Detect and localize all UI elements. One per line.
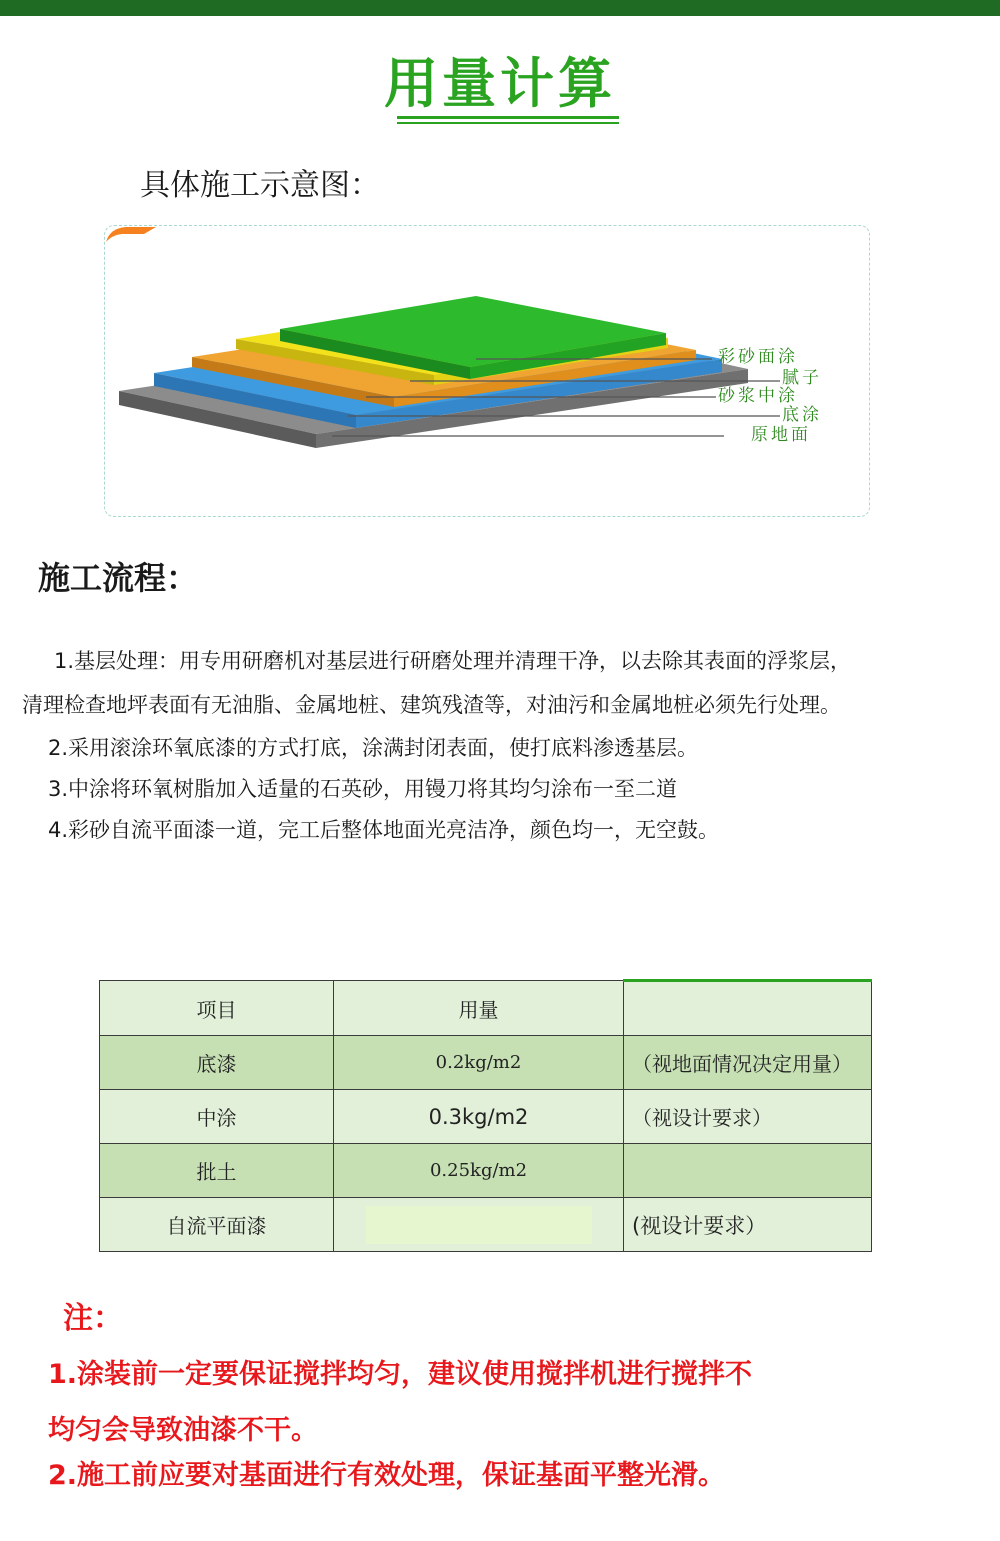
process-step-4: 4.彩砂自流平面漆一道，完工后整体地面光亮洁净，颜色均一，无空鼓。 — [48, 818, 720, 842]
usage-table — [99, 979, 872, 1252]
diagram-heading: 具体施工示意图： — [140, 168, 380, 203]
row-amount-cell — [334, 1198, 624, 1252]
row-amount: 0.2kg/m2 — [334, 1036, 624, 1090]
top-bar — [0, 0, 1000, 16]
row-remark: （视设计要求） — [624, 1090, 872, 1144]
row-item: 批土 — [100, 1144, 334, 1198]
note-line-2: 2.施工前应要对基面进行有效处理，保证基面平整光滑。 — [48, 1460, 726, 1491]
table-row — [100, 1036, 872, 1090]
table-row — [100, 1090, 872, 1144]
process-step-3: 3.中涂将环氧树脂加入适量的石英砂，用镘刀将其均匀涂布一至二道 — [48, 777, 678, 801]
process-step-2: 2.采用滚涂环氧底漆的方式打底，涂满封闭表面，使打底料渗透基层。 — [48, 736, 699, 760]
row-item: 自流平面漆 — [100, 1198, 334, 1252]
table-row — [100, 1198, 872, 1252]
note-line-1-continued: 均匀会导致油漆不干。 — [48, 1415, 318, 1446]
title-underline-thin — [397, 122, 619, 124]
header-amount: 用量 — [334, 981, 624, 1036]
row-amount: 0.25kg/m2 — [334, 1144, 624, 1198]
row-amount: 0.3kg/m2 — [334, 1090, 624, 1144]
process-step-1: 1.基层处理：用专用研磨机对基层进行研磨处理并清理干净，以去除其表面的浮浆层， — [54, 649, 852, 673]
header-remark — [624, 981, 872, 1036]
layer-diagram — [104, 225, 870, 517]
row-amount — [366, 1206, 592, 1244]
row-remark: （视地面情况决定用量） — [624, 1036, 872, 1090]
row-remark: (视设计要求） — [624, 1198, 872, 1252]
notes-heading: 注： — [63, 1301, 123, 1336]
process-step-1-continued: 清理检查地坪表面有无油脂、金属地桩、建筑残渣等，对油污和金属地桩必须先行处理。 — [22, 693, 841, 717]
title-underline — [397, 116, 619, 119]
layer-label-mortar: 砂浆中涂 — [718, 386, 798, 406]
layer-label-putty: 腻子 — [782, 368, 822, 388]
header-item: 项目 — [100, 981, 334, 1036]
note-line-1: 1.涂装前一定要保证搅拌均匀，建议使用搅拌机进行搅拌不 — [48, 1359, 753, 1390]
row-item: 底漆 — [100, 1036, 334, 1090]
row-remark — [624, 1144, 872, 1198]
row-item: 中涂 — [100, 1090, 334, 1144]
layer-label-base: 原地面 — [751, 425, 811, 445]
process-heading: 施工流程： — [38, 559, 199, 597]
layer-label-top-coat: 彩砂面涂 — [718, 347, 798, 367]
table-header-row — [100, 981, 872, 1036]
table-row — [100, 1144, 872, 1198]
layer-label-primer: 底涂 — [782, 405, 822, 425]
page-title: 用量计算 — [384, 52, 616, 115]
